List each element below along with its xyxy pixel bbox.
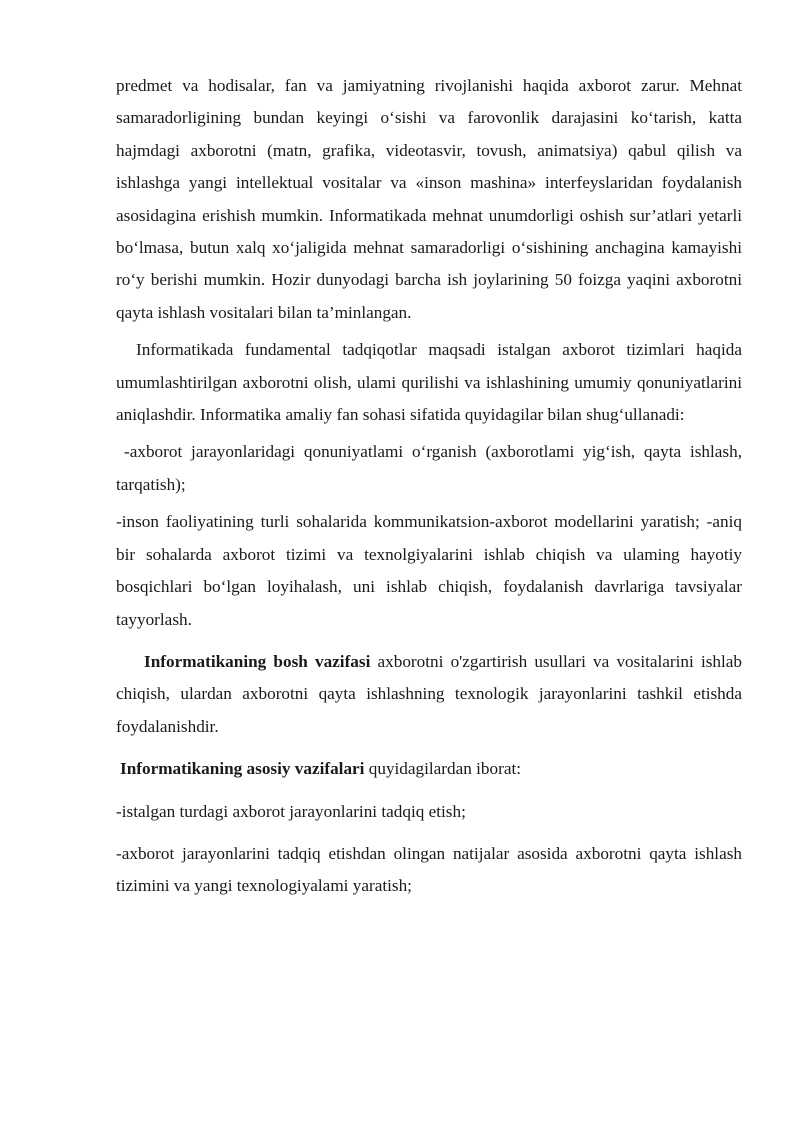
- paragraph-productivity: predmet va hodisalar, fan va jamiyatning rivojlanishi haqida axborot zarur. Mehnat samaradorligining bundan keyingi o‘sishi va farovonlik darajasini ko‘tarish, katta hajmdagi axborotni (matn, grafika, videotasvir, tovush, animatsiya) qabul qilish va ishlashga yangi intellektual vositalar va «inson mashina» interfeyslaridan foydalanish asosidagina erishish mumkin. Informatikada mehnat unumdorligi oshish sur’atlari yetarli bo‘lmasa, butun xalq xo‘jaligida mehnat samaradorligi o‘sishining anchagina kamayishi ro‘y berishi mumkin. Hozir dunyodagi barcha ish joylarining 50 foizga yaqini axborotni qayta ishlash vositalari bilan ta’minlangan.: [116, 76, 742, 322]
- paragraph-main-task: [116, 646, 742, 743]
- list-item-processing-systems: -axborot jarayonlarini tadqiq etishdan olingan natijalar asosida axborotni qayta ishlash tizimini va yangi texnologiyalami yaratish;: [116, 843, 742, 896]
- list-item-research-processes: -istalgan turdagi axborot jarayonlarini tadqiq etish;: [116, 801, 466, 821]
- basic-tasks-text: quyidagilardan iborat:: [364, 759, 522, 779]
- paragraph-fundamental-research: Informatikada fundamental tadqiqotlar maqsadi istalgan axborot tizimlari haqida umumlashtirilgan axborotni olish, ulami qurilishi va ishlashining umumiy qonuniyatlarini aniqlashdir. Informatika amaliy fan sohasi sifatida quyidagilar bilan shug‘ullanadi:: [116, 340, 742, 425]
- main-task-heading: Informatikaning bosh vazifasi: [144, 651, 371, 671]
- document-page: [116, 70, 742, 903]
- list-item-information-processes: -axborot jarayonlaridagi qonuniyatlami o‘rganish (axborotlami yig‘ish, qayta ishlash, tarqatish);: [116, 442, 742, 494]
- list-item-communication-models: -inson faoliyatining turli sohalarida kommunikatsion-axborot modellarini yaratish; -aniq bir sohalarda axborot tizimi va texnolgiyalarini ishlab chiqish va ulaming hayotiy bosqichlari bo‘lgan loyihalash, uni ishlab chiqish, foydalanish davrlariga tavsiyalar tayyorlash.: [116, 512, 742, 629]
- basic-tasks-heading: Informatikaning asosiy vazifalari: [120, 759, 365, 779]
- paragraph-basic-tasks: [116, 753, 742, 785]
- main-task-text: axborotni o'zgartirish usullari va vositalarini ishlab chiqish, ulardan axborotni qayta ishlashning texnologik jarayonlarini tashkil etishda foydalanishdir.: [116, 651, 742, 736]
